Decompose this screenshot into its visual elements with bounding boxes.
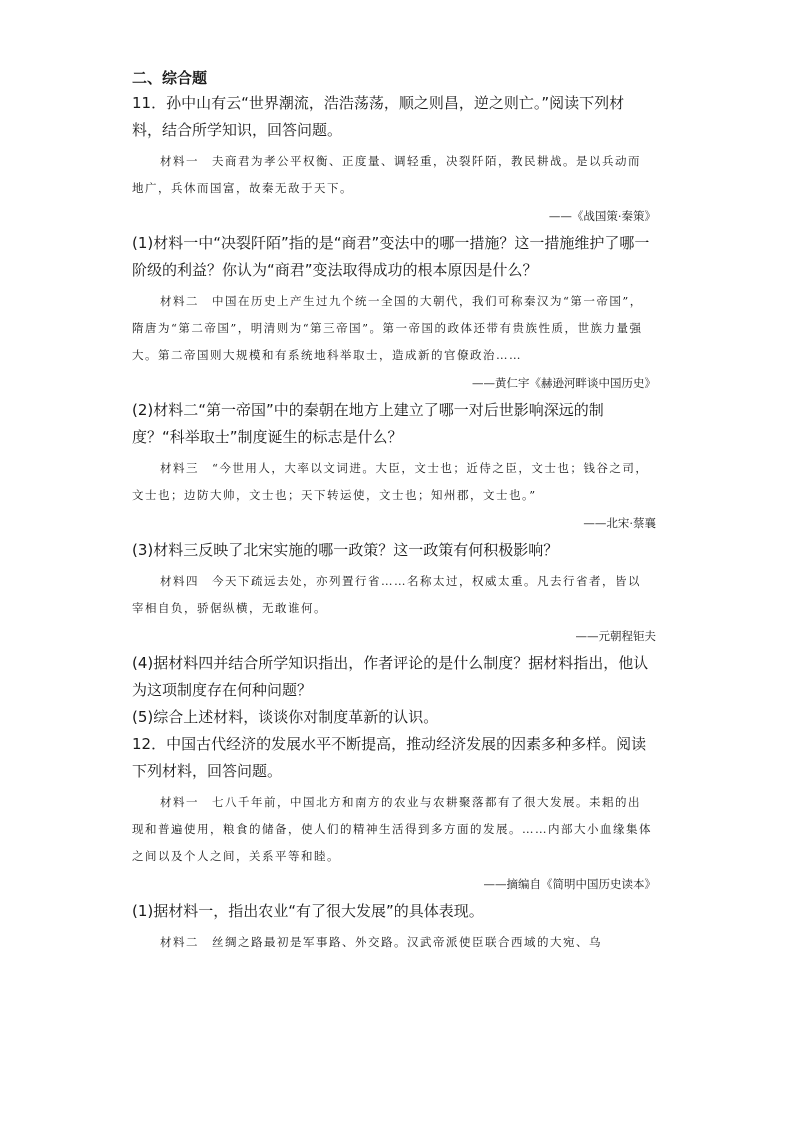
question-11 [132, 90, 656, 731]
q12-material-1-source: ——摘编自《简明中国历史读本》 [483, 877, 656, 891]
q11-material-3-source: ——北宋·蔡襄 [583, 516, 656, 530]
q11-material-2: 材料二 中国在历史上产生过九个统一全国的大朝代，我们可称秦汉为“第一帝国”，隋唐为“第二帝国”，明清则为“第三帝国”。第一帝国的政体还带有贵族性质，世族力量强大。第二帝国则大规模和有系统地科举取士，造成新的官僚政治…… [132, 294, 643, 362]
question-12 [132, 731, 656, 956]
q11-subquestion-3: (3)材料三反映了北宋实施的哪一政策？这一政策有何积极影响？ [132, 541, 559, 559]
worksheet-page [132, 66, 656, 956]
q11-material-4: 材料四 今天下疏远去处，亦列置行省……名称太过，权威太重。凡去行省者，皆以宰相自负，骄倨纵横，无敢谁何。 [132, 574, 641, 615]
q11-material-1: 材料一 夫商君为孝公平权衡、正度量、调轻重，决裂阡陌，教民耕战。是以兵动而地广，兵休而国富，故秦无敌于天下。 [132, 154, 641, 195]
q11-material-2-source: ——黄仁宇《赫逊河畔谈中国历史》 [472, 376, 656, 390]
q11-subquestion-5: (5)综合上述材料，谈谈你对制度革新的认识。 [132, 708, 439, 726]
q11-subquestion-4: (4)据材料四并结合所学知识指出，作者评论的是什么制度？据材料指出，他认为这项制度存在何种问题？ [132, 654, 649, 699]
q11-subquestion-2: (2)材料二“第一帝国”中的秦朝在地方上建立了哪一对后世影响深远的制度？“科举取士”制度诞生的标志是什么？ [132, 401, 604, 446]
q12-stem: 12．中国古代经济的发展水平不断提高，推动经济发展的因素多种多样。阅读下列材料，回答问题。 [132, 735, 647, 780]
q11-material-4-source: ——元朝程钜夫 [575, 629, 656, 643]
q12-subquestion-1: (1)据材料一，指出农业“有了很大发展”的具体表现。 [132, 902, 484, 920]
section-title: 二、综合题 [132, 69, 208, 87]
q11-material-3: 材料三 “今世用人，大率以文词进。大臣，文士也；近侍之臣，文士也；钱谷之司，文士也；边防大帅，文士也；天下转运使，文士也；知州郡，文士也。” [132, 461, 649, 502]
q11-material-1-source: ——《战国策·秦策》 [548, 209, 656, 223]
q11-subquestion-1: (1)材料一中“决裂阡陌”指的是“商君”变法中的哪一措施？这一措施维护了哪一阶级的利益？你认为“商君”变法取得成功的根本原因是什么？ [132, 234, 650, 279]
q12-material-1: 材料一 七八千年前，中国北方和南方的农业与农耕聚落都有了很大发展。耒耜的出现和普遍使用，粮食的储备，使人们的精神生活得到多方面的发展。……内部大小血缘集体之间以及个人之间，关系平等和睦。 [132, 795, 652, 863]
q11-stem: 11．孙中山有云“世界潮流，浩浩荡荡，顺之则昌，逆之则亡。”阅读下列材料，结合所学知识，回答问题。 [132, 94, 625, 139]
q12-material-2: 材料二 丝绸之路最初是军事路、外交路。汉武帝派使臣联合西域的大宛、乌 [160, 935, 602, 949]
